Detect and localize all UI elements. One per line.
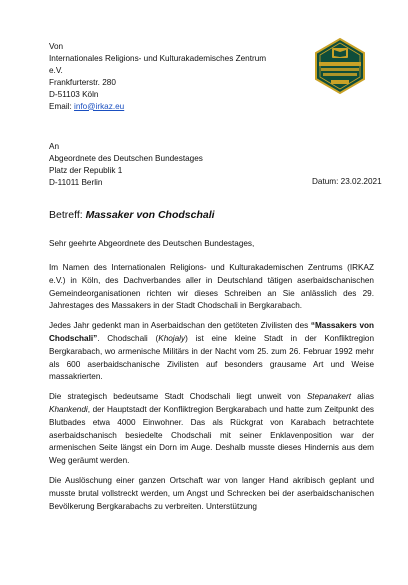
recipient-line2: Platz der Republik 1 <box>49 165 123 175</box>
paragraph-1: Im Namen des Internationalen Religions- und Kulturakademischen Zentrums (IRKAZ e.V.) in Köln, des Dachverbandes aller in Deutschland tätigen aserbaidschanischen Gemeindeorganisationen richten wir dieses Schreiben an Sie anlässlich des 29. Jahrestages des Massakers in der Stadt Chodschali in Bergkarabach. <box>49 263 374 311</box>
recipient-line3: D-11011 Berlin <box>49 177 103 187</box>
recipient-address <box>49 141 203 189</box>
p2-khojaly-italic: Khojaly <box>158 333 186 343</box>
subject-title: Massaker von Chodschali <box>85 209 215 221</box>
email-prefix: Email: <box>49 101 75 111</box>
sender-city: D-51103 Köln <box>49 89 99 99</box>
sender-email-line <box>49 101 266 113</box>
p3-text-e: , der Hauptstadt der Konfliktregion Bergkarabach und hatte zum Zeitpunkt des Blutbades etwa 4000 Einwohner. Das als Rückgrat von Karabach betrachtete aserbaidschanisch besiedelte Chodschali mit seiner Enklavenposition war der armenischen Seite längst ein Dorn im Auge. Deshalb musste dieses Hindernis aus dem Weg geräumt werden. <box>49 404 374 466</box>
sender-org-line1: Internationales Religions- und Kulturakademisches Zentrum <box>49 53 267 63</box>
recipient-line1: Abgeordnete des Deutschen Bundestages <box>49 153 203 163</box>
p2-text-c: . Chodschali ( <box>97 333 159 343</box>
subject-prefix: Betreff: <box>49 209 86 221</box>
sender-address <box>49 41 266 112</box>
letter-body <box>49 262 374 520</box>
sender-street: Frankfurterstr. 280 <box>49 77 116 87</box>
p3-stepanakert-italic: Stepanakert <box>306 392 351 402</box>
salutation: Sehr geehrte Abgeordnete des Deutschen Bundestages, <box>49 239 255 248</box>
paragraph-2 <box>49 320 374 384</box>
paragraph-3 <box>49 391 374 468</box>
p2-text-a: Jedes Jahr gedenkt man in Aserbaidschan den getöteten Zivilisten des <box>49 321 311 331</box>
p3-text-a: Die strategisch bedeutsame Stadt Chodschali liegt unweit von <box>49 392 307 402</box>
irkaz-emblem-graphic <box>311 37 369 95</box>
letter-date: Datum: 23.02.2021 <box>312 177 382 186</box>
recipient-label: An <box>49 142 60 151</box>
irkaz-logo-icon <box>311 37 369 95</box>
p2-text-e: ) ist eine kleine Stadt in der Konfliktregion Bergkarabach, wo armenische Militärs in der Nacht vom 25. zum 26. Februar 1992 mehr als 600 aserbaidschanische Zivilisten auf besonders grausame Art und Weise massakrierten. <box>49 333 374 382</box>
sender-org-line2: e.V. <box>49 65 63 75</box>
email-link[interactable]: info@irkaz.eu <box>74 101 125 111</box>
p3-khankendi-italic: Khankendi <box>49 404 88 414</box>
paragraph-4: Die Auslöschung einer ganzen Ortschaft war von langer Hand akribisch geplant und musste brutal vollstreckt werden, um Angst und Schrecken bei der aserbaidschanischen Bevölkerung Bergkarabachs zu verbreiten. Unterstützung <box>49 475 374 511</box>
p3-text-c: alias <box>350 392 374 402</box>
sender-label: Von <box>49 42 64 51</box>
p2-massaker-emphasis: “Massakers von Chodschali” <box>49 321 374 343</box>
subject-line <box>49 209 215 221</box>
